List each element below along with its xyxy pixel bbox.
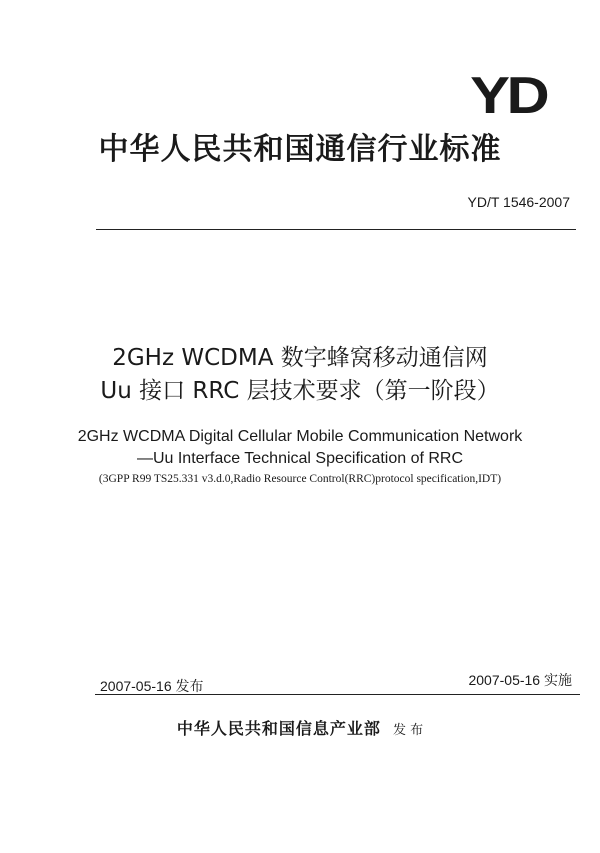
publisher-line	[0, 716, 600, 739]
publisher-name: 中华人民共和国信息产业部	[176, 719, 381, 738]
bottom-divider	[95, 694, 580, 695]
reference-subtitle: (3GPP R99 TS25.331 v3.d.0,Radio Resource Control(RRC)protocol specification,IDT)	[98, 473, 502, 485]
english-title-line1: 2GHz WCDMA Digital Cellular Mobile Communication Network	[77, 428, 523, 445]
publish-date: 2007-05-16 发布	[100, 678, 204, 694]
chinese-title-line1: 2GHz WCDMA 数字蜂窝移动通信网	[112, 345, 488, 371]
industry-standard-title: 中华人民共和国通信行业标准	[98, 132, 502, 167]
implementation-date: 2007-05-16 实施	[468, 672, 572, 688]
standard-number: YD/T 1546-2007	[467, 194, 570, 210]
chinese-title-line2: Uu 接口 RRC 层技术要求（第一阶段）	[100, 378, 500, 404]
english-title-line2: —Uu Interface Technical Specification of RRC	[136, 450, 464, 467]
top-divider	[96, 229, 576, 230]
publisher-action: 发 布	[392, 723, 424, 738]
yd-logo: YD	[469, 67, 546, 125]
